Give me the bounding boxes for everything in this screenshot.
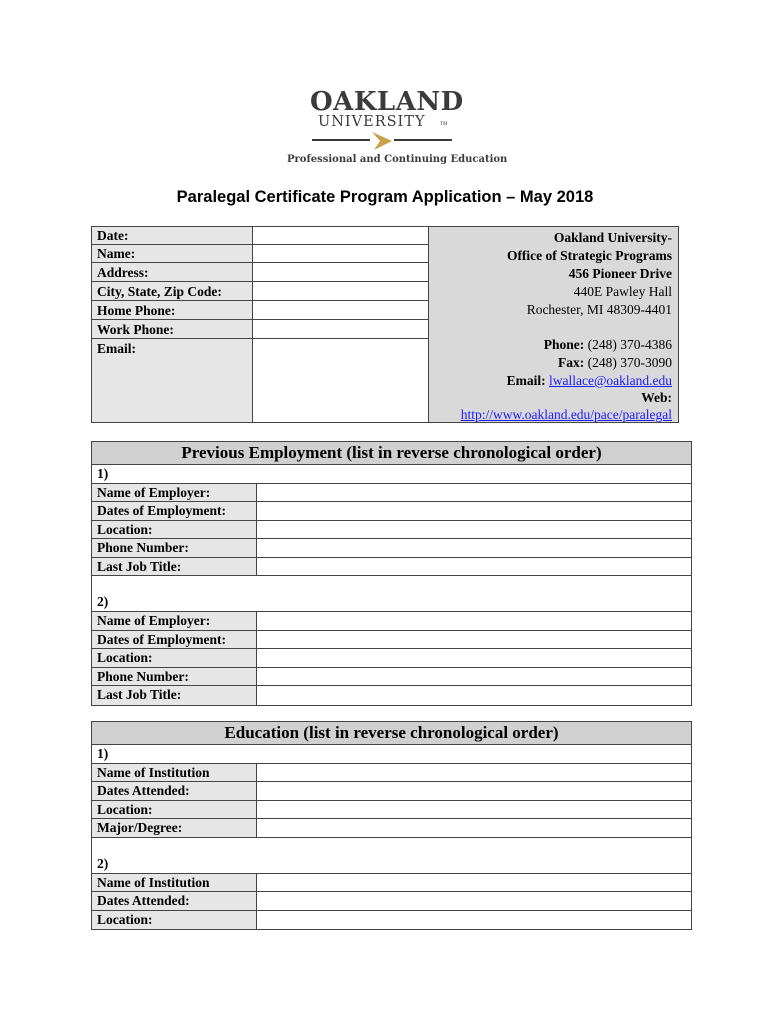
employer-name-field[interactable] <box>258 612 691 630</box>
web-link[interactable]: http://www.oakland.edu/pace/paralegal <box>460 407 672 422</box>
employment-row <box>92 539 691 558</box>
institution-label: Name of Institution <box>92 874 257 892</box>
employment-row <box>92 484 691 503</box>
institution-label: Name of Institution <box>92 764 257 782</box>
employment-row <box>92 649 691 668</box>
education-row <box>92 782 691 801</box>
logo-line2: UNIVERSITY <box>318 114 426 130</box>
education-section <box>91 721 692 930</box>
education-row <box>92 892 691 911</box>
city-state-zip-label: City, State, Zip Code: <box>92 283 252 301</box>
employment-phone-field[interactable] <box>258 668 691 686</box>
major-degree-label: Major/Degree: <box>92 819 257 837</box>
dates-attended-label: Dates Attended: <box>92 782 257 800</box>
logo-sail-icon <box>312 132 452 152</box>
applicant-info-table <box>91 226 679 423</box>
fax-value: (248) 370-3090 <box>587 355 672 370</box>
dates-attended-field[interactable] <box>258 892 691 910</box>
employment-row <box>92 631 691 650</box>
employment-phone-label: Phone Number: <box>92 668 257 686</box>
office-name: Oakland University- <box>553 230 672 245</box>
applicant-value-column <box>253 227 429 422</box>
logo-tagline: Professional and Continuing Education <box>287 154 508 165</box>
office-web-line <box>461 406 672 424</box>
name-field[interactable] <box>253 245 428 263</box>
employment-dates-field[interactable] <box>258 631 691 649</box>
oakland-university-logo <box>287 86 508 168</box>
job-title-field[interactable] <box>258 686 691 705</box>
institution-field[interactable] <box>258 764 691 782</box>
employment-dates-field[interactable] <box>258 502 691 520</box>
employment-heading: Previous Employment (list in reverse chronological order) <box>92 442 691 465</box>
dates-attended-field[interactable] <box>258 782 691 800</box>
date-field[interactable] <box>253 227 428 245</box>
education-entry-number: 1) <box>92 745 691 764</box>
education-row <box>92 764 691 783</box>
education-location-field[interactable] <box>258 801 691 819</box>
city-state-zip-field[interactable] <box>253 283 428 301</box>
logo-line1: OAKLAND <box>310 87 464 117</box>
employment-row <box>92 521 691 540</box>
office-department: Office of Strategic Programs <box>506 248 672 263</box>
office-phone-line <box>544 336 672 354</box>
email-field[interactable] <box>253 340 428 422</box>
fax-label: Fax: <box>558 355 585 370</box>
phone-value: (248) 370-4386 <box>587 337 672 352</box>
education-entry-number: 2) <box>92 838 691 874</box>
education-heading: Education (list in reverse chronological order) <box>92 722 691 745</box>
employment-row <box>92 558 691 577</box>
office-room: 440E Pawley Hall <box>573 284 672 299</box>
employment-dates-label: Dates of Employment: <box>92 631 257 649</box>
employer-name-label: Name of Employer: <box>92 484 257 502</box>
employer-name-field[interactable] <box>258 484 691 502</box>
address-field[interactable] <box>253 264 428 282</box>
office-city: Rochester, MI 48309-4401 <box>526 302 672 317</box>
job-title-label: Last Job Title: <box>92 558 257 576</box>
employment-dates-label: Dates of Employment: <box>92 502 257 520</box>
employer-name-label: Name of Employer: <box>92 612 257 630</box>
education-row <box>92 819 691 838</box>
web-label: Web: <box>641 390 672 405</box>
employment-location-label: Location: <box>92 649 257 667</box>
education-location-label: Location: <box>92 911 257 930</box>
education-row <box>92 911 691 930</box>
employment-location-label: Location: <box>92 521 257 539</box>
phone-label: Phone: <box>543 337 585 352</box>
employment-location-field[interactable] <box>258 521 691 539</box>
work-phone-label: Work Phone: <box>92 321 252 339</box>
email-label: Email: <box>97 341 136 356</box>
office-fax-line <box>558 354 672 372</box>
home-phone-label: Home Phone: <box>92 302 252 320</box>
office-contact-block <box>429 227 678 422</box>
office-street: 456 Pioneer Drive <box>568 266 672 281</box>
page-title: Paralegal Certificate Program Application – May 2018 <box>176 188 594 206</box>
employment-row <box>92 612 691 631</box>
home-phone-field[interactable] <box>253 302 428 320</box>
date-label: Date: <box>92 227 252 245</box>
employment-entry-number: 1) <box>92 465 691 484</box>
employment-phone-field[interactable] <box>258 539 691 557</box>
major-degree-field[interactable] <box>258 819 691 837</box>
employment-row <box>92 686 691 705</box>
office-email-line <box>507 372 672 390</box>
job-title-label: Last Job Title: <box>92 686 257 705</box>
education-row <box>92 801 691 820</box>
address-label: Address: <box>92 264 252 282</box>
applicant-label-column <box>92 227 253 422</box>
employment-row <box>92 668 691 687</box>
employment-phone-label: Phone Number: <box>92 539 257 557</box>
employment-section <box>91 441 692 706</box>
education-location-label: Location: <box>92 801 257 819</box>
employment-row <box>92 502 691 521</box>
dates-attended-label: Dates Attended: <box>92 892 257 910</box>
education-row <box>92 874 691 893</box>
email-label-office: Email: <box>506 373 546 388</box>
institution-field[interactable] <box>258 874 691 892</box>
name-label: Name: <box>92 245 252 263</box>
job-title-field[interactable] <box>258 558 691 576</box>
work-phone-field[interactable] <box>253 321 428 339</box>
employment-location-field[interactable] <box>258 649 691 667</box>
logo-trademark: TM <box>440 122 448 127</box>
education-location-field[interactable] <box>258 911 691 930</box>
email-link[interactable]: lwallace@oakland.edu <box>548 373 672 388</box>
employment-entry-number: 2) <box>92 576 691 612</box>
